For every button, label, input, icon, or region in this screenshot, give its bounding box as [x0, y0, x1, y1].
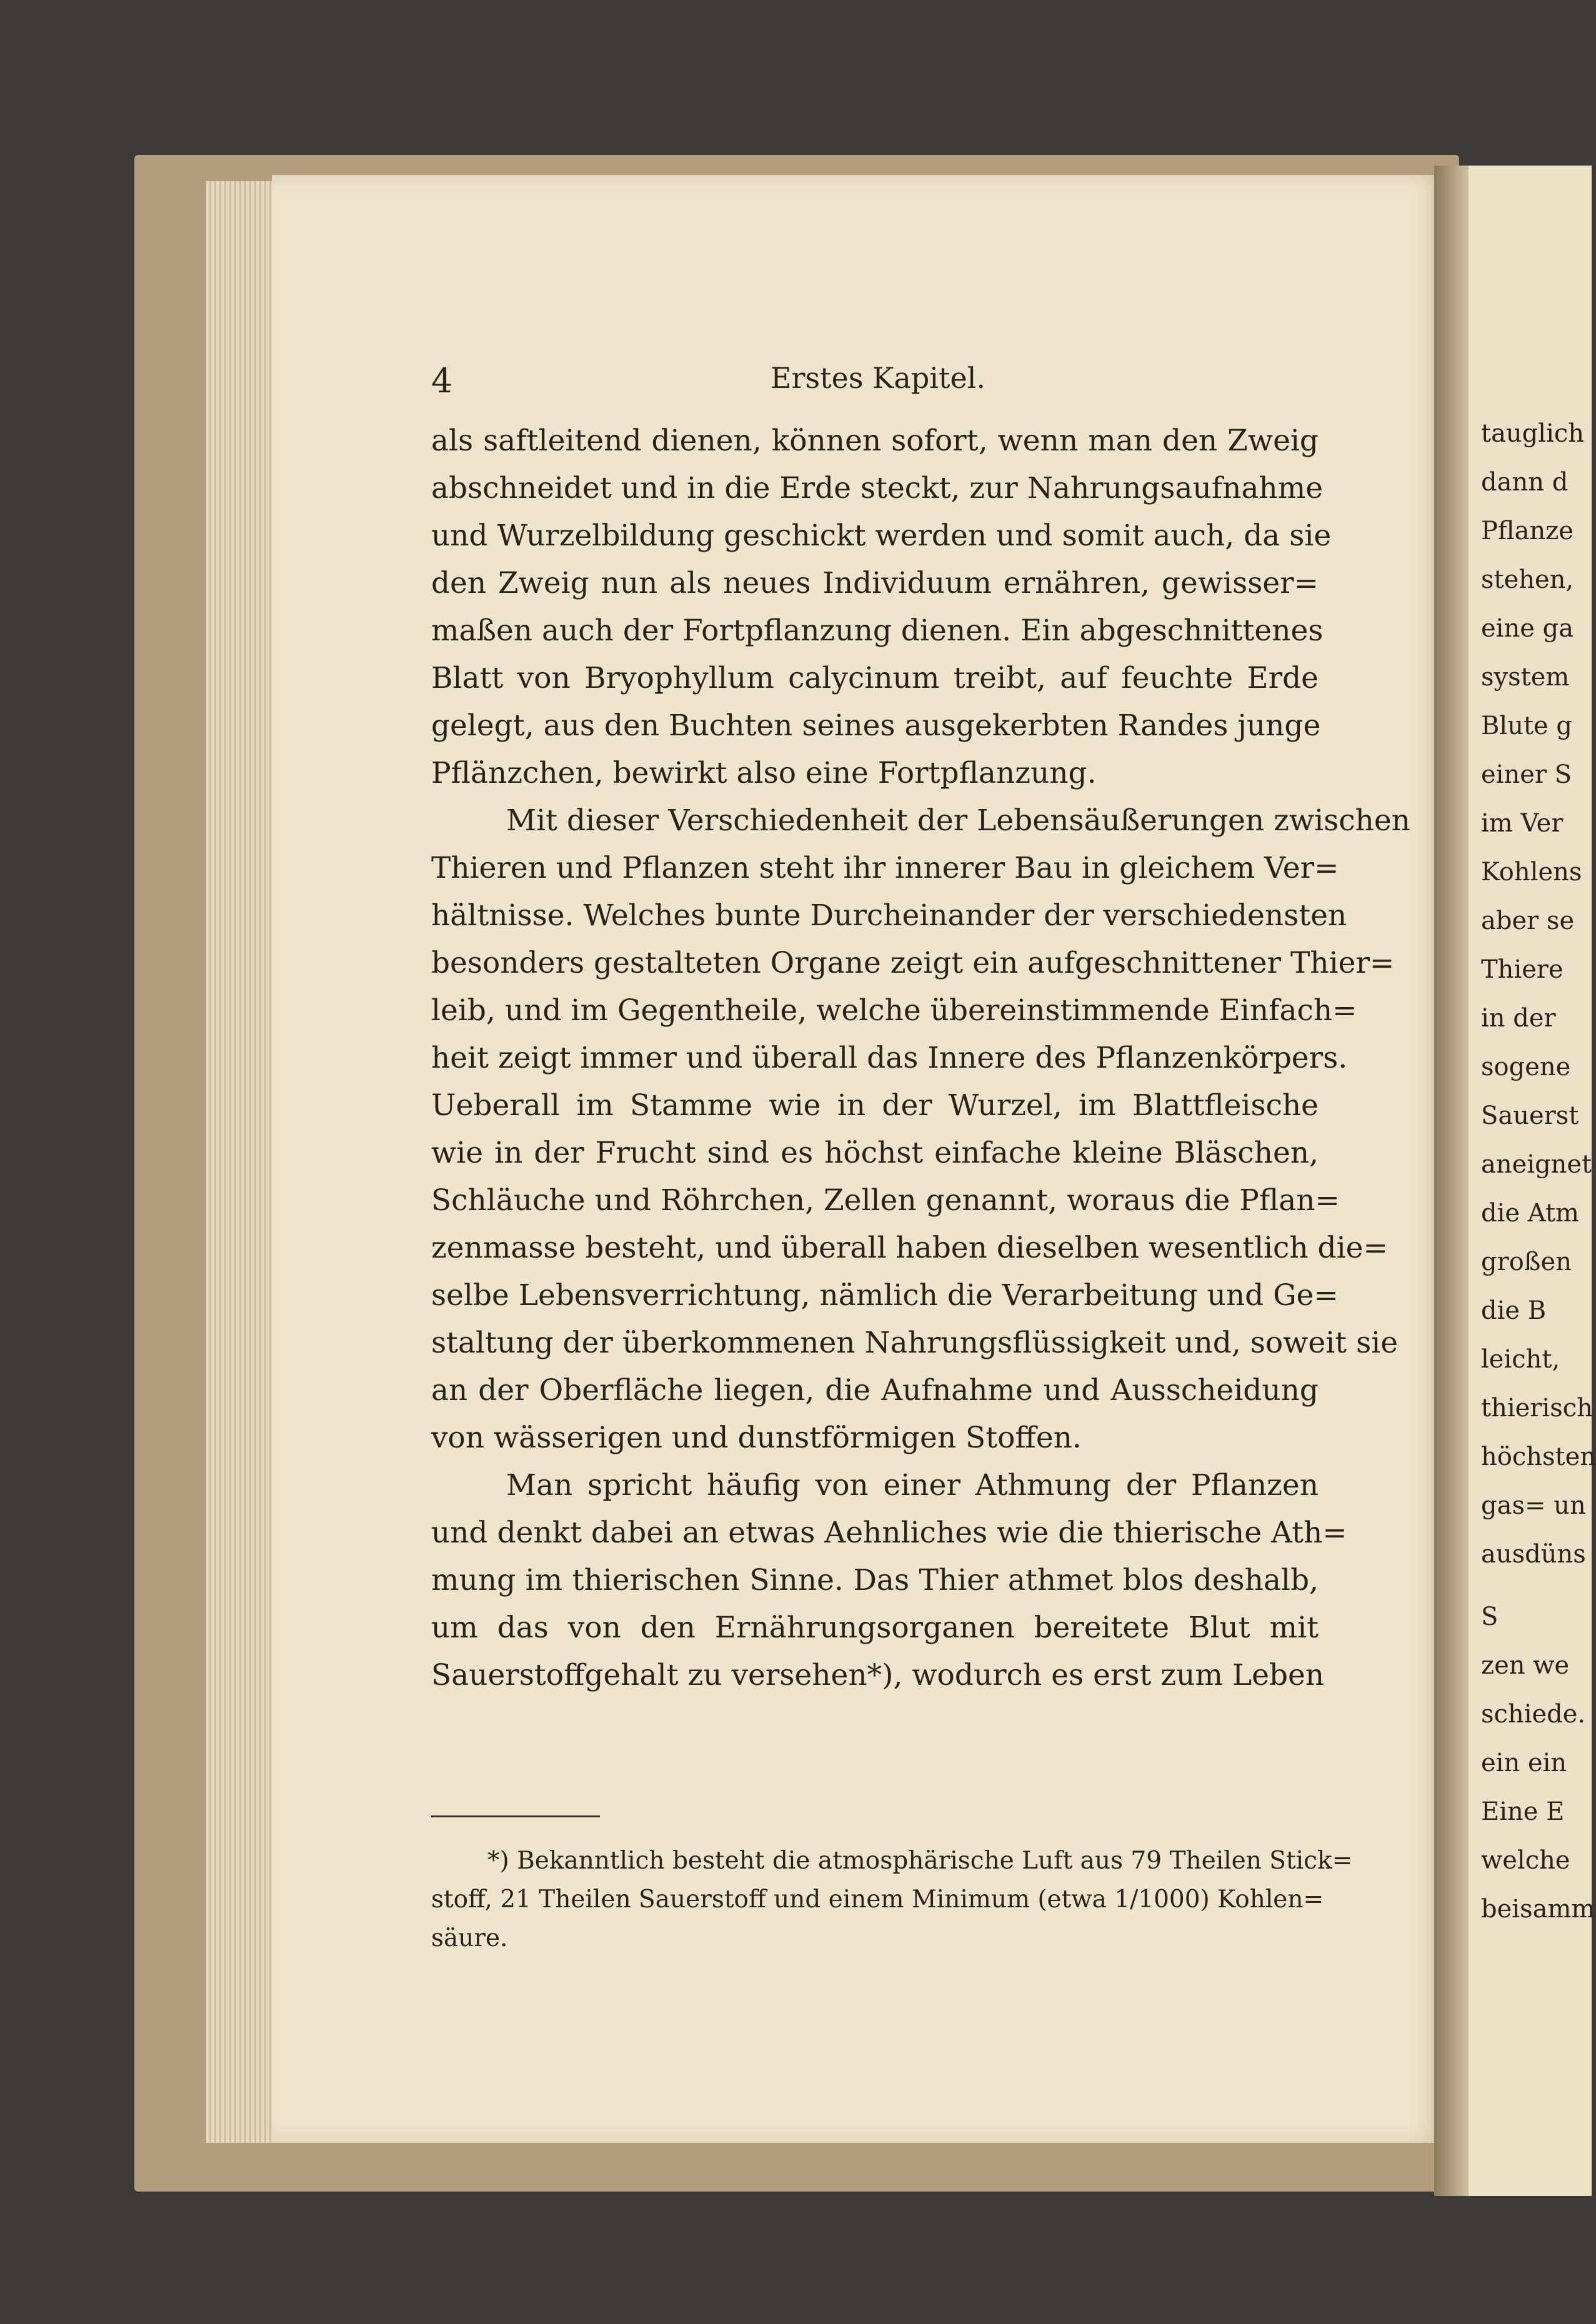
right-page-line: ein ein: [1481, 1749, 1567, 1777]
right-page-line: zen we: [1481, 1651, 1570, 1680]
right-page-line: Pflanze: [1481, 517, 1574, 545]
text-line: an der Oberfläche liegen, die Aufnahme und Ausscheidung: [431, 1373, 1319, 1408]
right-page-line: schiede.: [1481, 1700, 1586, 1729]
right-page-text: [1481, 409, 1596, 1934]
right-page-line: im Ver: [1481, 809, 1564, 838]
text-line: und denkt dabei an etwas Aehnliches wie die thierische Ath=: [431, 1516, 1347, 1550]
paragraph-start: Mit dieser Verschiedenheit der Lebensäußerungen zwischen: [506, 803, 1410, 838]
right-page-line: beisamm: [1481, 1895, 1595, 1924]
page-header: [431, 361, 1325, 405]
text-line: den Zweig nun als neues Individuum ernähren, gewisser=: [431, 566, 1319, 600]
text-line: wie in der Frucht sind es höchst einfache kleine Bläschen,: [431, 1136, 1319, 1170]
right-page-line: Thiere: [1481, 955, 1564, 984]
text-line: abschneidet und in die Erde steckt, zur Nahrungsaufnahme: [431, 471, 1324, 505]
text-line: Ueberall im Stamme wie in der Wurzel, im Blattfleische: [431, 1088, 1319, 1123]
right-page-line: stehen,: [1481, 565, 1574, 594]
text-line: von wässerigen und dunstförmigen Stoffen.: [431, 1421, 1082, 1455]
book-gutter: [1434, 166, 1472, 2196]
right-page-line: die B: [1481, 1296, 1547, 1325]
text-line: Blatt von Bryophyllum calycinum treibt, auf feuchte Erde: [431, 661, 1319, 695]
text-line: Thieren und Pflanzen steht ihr innerer Bau in gleichem Ver=: [431, 851, 1339, 885]
right-page-line: aber se: [1481, 906, 1575, 935]
footnote-line: *) Bekanntlich besteht die atmosphärische Luft aus 79 Theilen Stick=: [487, 1847, 1353, 1875]
right-page-line: system: [1481, 663, 1570, 692]
text-line: leib, und im Gegentheile, welche übereinstimmende Einfach=: [431, 993, 1357, 1028]
page-number: 4: [431, 361, 453, 400]
footnote-rule: [431, 1815, 600, 1817]
right-page-line: S: [1481, 1602, 1499, 1631]
text-line: als saftleitend dienen, können sofort, wenn man den Zweig: [431, 424, 1319, 458]
right-page-line: großen: [1481, 1248, 1572, 1276]
running-head: Erstes Kapitel.: [770, 361, 986, 395]
paragraph-start: Man spricht häufig von einer Athmung der Pflanzen: [506, 1468, 1319, 1502]
text-line: mung im thierischen Sinne. Das Thier athmet blos deshalb,: [431, 1563, 1319, 1597]
footnote: [431, 1842, 1353, 1958]
text-line: selbe Lebensverrichtung, nämlich die Verarbeitung und Ge=: [431, 1278, 1339, 1313]
right-page-line: welche: [1481, 1846, 1570, 1875]
right-page-line: eine ga: [1481, 614, 1574, 643]
text-line: Pflänzchen, bewirkt also eine Fortpflanzung.: [431, 756, 1097, 790]
right-page-line: sogene: [1481, 1053, 1571, 1081]
text-line: zenmasse besteht, und überall haben dieselben wesentlich die=: [431, 1231, 1388, 1265]
right-page-line: ausdüns: [1481, 1540, 1586, 1569]
right-page-line: Kohlens: [1481, 858, 1582, 886]
text-line: gelegt, aus den Buchten seines ausgekerbten Randes junge: [431, 708, 1321, 743]
right-page-line: aneignet: [1481, 1150, 1592, 1179]
text-line: Schläuche und Röhrchen, Zellen genannt, woraus die Pflan=: [431, 1183, 1340, 1218]
right-page-line: gas= un: [1481, 1491, 1586, 1520]
right-page-line: Blute g: [1481, 712, 1573, 740]
text-line: maßen auch der Fortpflanzung dienen. Ein abgeschnittenes: [431, 613, 1324, 648]
text-line: besonders gestalteten Organe zeigt ein aufgeschnittener Thier=: [431, 946, 1395, 980]
body-text: [431, 417, 1410, 1699]
right-page-line: Sauerst: [1481, 1101, 1579, 1130]
right-page-line: Eine E: [1481, 1797, 1565, 1826]
right-page-line: die Atm: [1481, 1199, 1579, 1228]
right-page-line: leicht,: [1481, 1345, 1560, 1374]
right-page-line: dann d: [1481, 468, 1569, 497]
right-page-line: höchsten: [1481, 1443, 1596, 1471]
text-line: hältnisse. Welches bunte Durcheinander der verschiedensten: [431, 898, 1347, 933]
text-line: und Wurzelbildung geschickt werden und somit auch, da sie: [431, 519, 1332, 553]
right-page-line: thierisch: [1481, 1394, 1593, 1423]
right-page-line: tauglich: [1481, 419, 1585, 448]
right-page-line: in der: [1481, 1004, 1556, 1033]
footnote-line: säure.: [431, 1924, 508, 1952]
text-line: heit zeigt immer und überall das Innere des Pflanzenkörpers.: [431, 1041, 1348, 1075]
text-line: Sauerstoffgehalt zu versehen*), wodurch es erst zum Leben: [431, 1658, 1325, 1692]
footnote-line: stoff, 21 Theilen Sauerstoff und einem Minimum (etwa 1/1000) Kohlen=: [431, 1885, 1324, 1914]
right-page-line: einer S: [1481, 760, 1572, 789]
text-line: staltung der überkommenen Nahrungsflüssigkeit und, soweit sie: [431, 1326, 1399, 1360]
text-line: um das von den Ernährungsorganen bereitete Blut mit: [431, 1611, 1319, 1645]
